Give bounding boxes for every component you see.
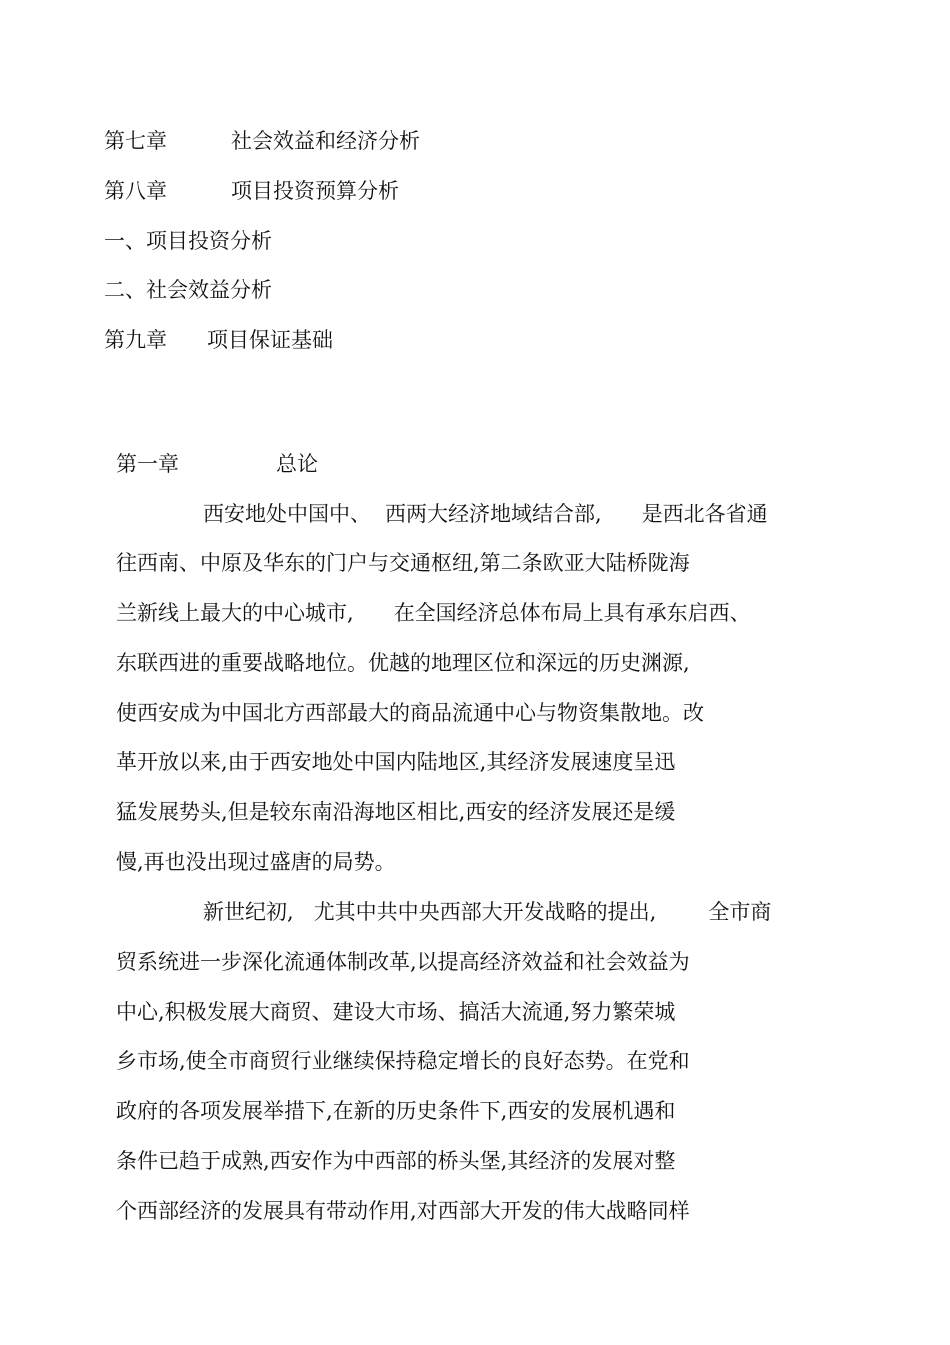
- paragraph-2-line-4: 乡市场,使全市商贸行业继续保持稳定增长的良好态势。在党和: [116, 1049, 690, 1073]
- toc-chapter-8: [104, 178, 399, 204]
- paragraph-2-line-3: 中心,积极发展大商贸、建设大市场、搞活大流通,努力繁荣城: [116, 1000, 676, 1024]
- paragraph-1-line-1-part-c: 是西北各省通: [641, 502, 768, 526]
- toc-chapter-9-number: 第九章: [104, 328, 167, 352]
- paragraph-1-line-1-part-b: 西两大经济地域结合部,: [385, 502, 602, 526]
- toc-chapter-7-number: 第七章: [104, 129, 167, 153]
- paragraph-1-line-7: 猛发展势头,但是较东南沿海地区相比,西安的经济发展还是缓: [116, 800, 676, 824]
- paragraph-1-line-2: 往西南、中原及华东的门户与交通枢纽,第二条欧亚大陆桥陇海: [116, 551, 690, 575]
- toc-chapter-9: [104, 327, 333, 353]
- paragraph-2-line-1-part-b: 尤其中共中央西部大开发战略的提出,: [313, 900, 657, 924]
- toc-chapter-9-title: 项目保证基础: [207, 328, 333, 352]
- paragraph-1-line-8: 慢,再也没出现过盛唐的局势。: [116, 850, 396, 874]
- paragraph-2-line-1-part-c: 全市商: [708, 900, 772, 924]
- paragraph-2-line-1-part-a: 新世纪初,: [203, 900, 294, 924]
- paragraph-1-line-1-part-a: 西安地处中国中、: [203, 502, 371, 526]
- paragraph-2-line-7: 个西部经济的发展具有带动作用,对西部大开发的伟大战略同样: [116, 1199, 690, 1223]
- chapter-1-heading: [116, 451, 318, 477]
- toc-chapter-8-title: 项目投资预算分析: [231, 179, 399, 203]
- paragraph-2-line-6: 条件已趋于成熟,西安作为中西部的桥头堡,其经济的发展对整: [116, 1149, 676, 1173]
- paragraph-2-line-1: [203, 899, 771, 925]
- paragraph-1-line-4: 东联西进的重要战略地位。优越的地理区位和深远的历史渊源,: [116, 651, 690, 675]
- toc-section-2: 二、社会效益分析: [104, 278, 272, 302]
- toc-chapter-7: [104, 128, 420, 154]
- paragraph-1-line-3: [116, 600, 751, 626]
- toc-chapter-8-number: 第八章: [104, 179, 167, 203]
- toc-section-1: 一、项目投资分析: [104, 229, 272, 253]
- paragraph-1-line-3-part-b: 在全国经济总体布局上具有承东启西、: [393, 601, 751, 625]
- chapter-1-number: 第一章: [116, 452, 179, 476]
- paragraph-1-line-1: [203, 501, 768, 527]
- paragraph-1-line-5: 使西安成为中国北方西部最大的商品流通中心与物资集散地。改: [116, 701, 704, 725]
- paragraph-1-line-3-part-a: 兰新线上最大的中心城市,: [116, 601, 354, 625]
- paragraph-2-line-2: 贸系统进一步深化流通体制改革,以提高经济效益和社会效益为: [116, 950, 690, 974]
- chapter-1-title: 总论: [276, 452, 318, 476]
- paragraph-1-line-6: 革开放以来,由于西安地处中国内陆地区,其经济发展速度呈迅: [116, 750, 676, 774]
- toc-chapter-7-title: 社会效益和经济分析: [231, 129, 420, 153]
- paragraph-2-line-5: 政府的各项发展举措下,在新的历史条件下,西安的发展机遇和: [116, 1099, 676, 1123]
